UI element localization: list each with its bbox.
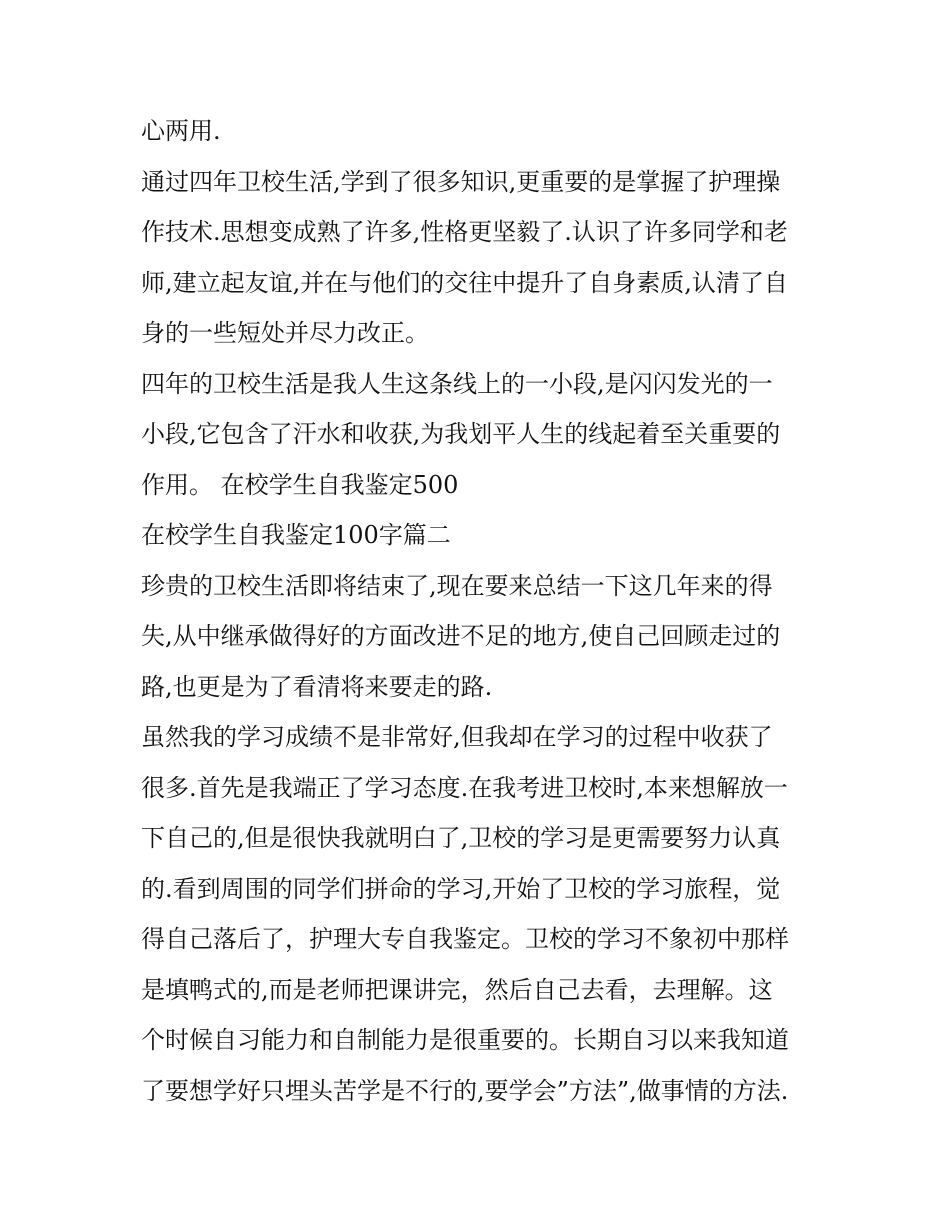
section-heading: 在校学生自我鉴定100字篇二 [141, 521, 451, 549]
text-line: 心两用. [141, 117, 221, 145]
text-line: 小段,它包含了汗水和收获,为我划平人生的线起着至关重要的 [141, 420, 781, 448]
text-line: 虽然我的学习成绩不是非常好,但我却在学习的过程中收获了 [141, 723, 773, 751]
text-line: 身的一些短处并尽力改正。 [141, 319, 429, 347]
text-line: 四年的卫校生活是我人生这条线上的一小段,是闪闪发光的一 [141, 369, 773, 398]
text-line: 作技术.思想变成熟了许多,性格更坚毅了.认识了许多同学和老 [141, 218, 788, 246]
text-line: 是填鸭式的,而是老师把课讲完，然后自己去看，去理解。这 [141, 975, 773, 1004]
text-line: 师,建立起友谊,并在与他们的交往中提升了自身素质,认清了自 [141, 268, 788, 297]
text-line: 了要想学好只埋头苦学是不行的,要学会”方法”,做事情的方法. [141, 1076, 789, 1105]
text-line: 珍贵的卫校生活即将结束了,现在要来总结一下这几年来的得 [141, 571, 773, 600]
document-body [141, 106, 831, 1116]
text-line: 失,从中继承做得好的方面改进不足的地方,使自己回顾走过的 [141, 622, 781, 650]
text-line: 得自己落后了，护理大专自我鉴定。卫校的学习不象初中那样 [141, 925, 789, 953]
text-line: 路,也更是为了看清将来要走的路. [141, 672, 493, 701]
text-line: 的.看到周围的同学们拼命的学习,开始了卫校的学习旅程，觉 [141, 874, 781, 903]
text-line: 下自己的,但是很快我就明白了,卫校的学习是更需要努力认真 [141, 824, 781, 852]
text-line: 很多.首先是我端正了学习态度.在我考进卫校时,本来想解放一 [141, 773, 788, 802]
text-line: 通过四年卫校生活,学到了很多知识,更重要的是掌握了护理操 [141, 167, 781, 196]
text-line: 个时候自习能力和自制能力是很重要的。长期自习以来我知道 [141, 1026, 789, 1054]
text-line: 作用。 在校学生自我鉴定500 [141, 470, 459, 499]
